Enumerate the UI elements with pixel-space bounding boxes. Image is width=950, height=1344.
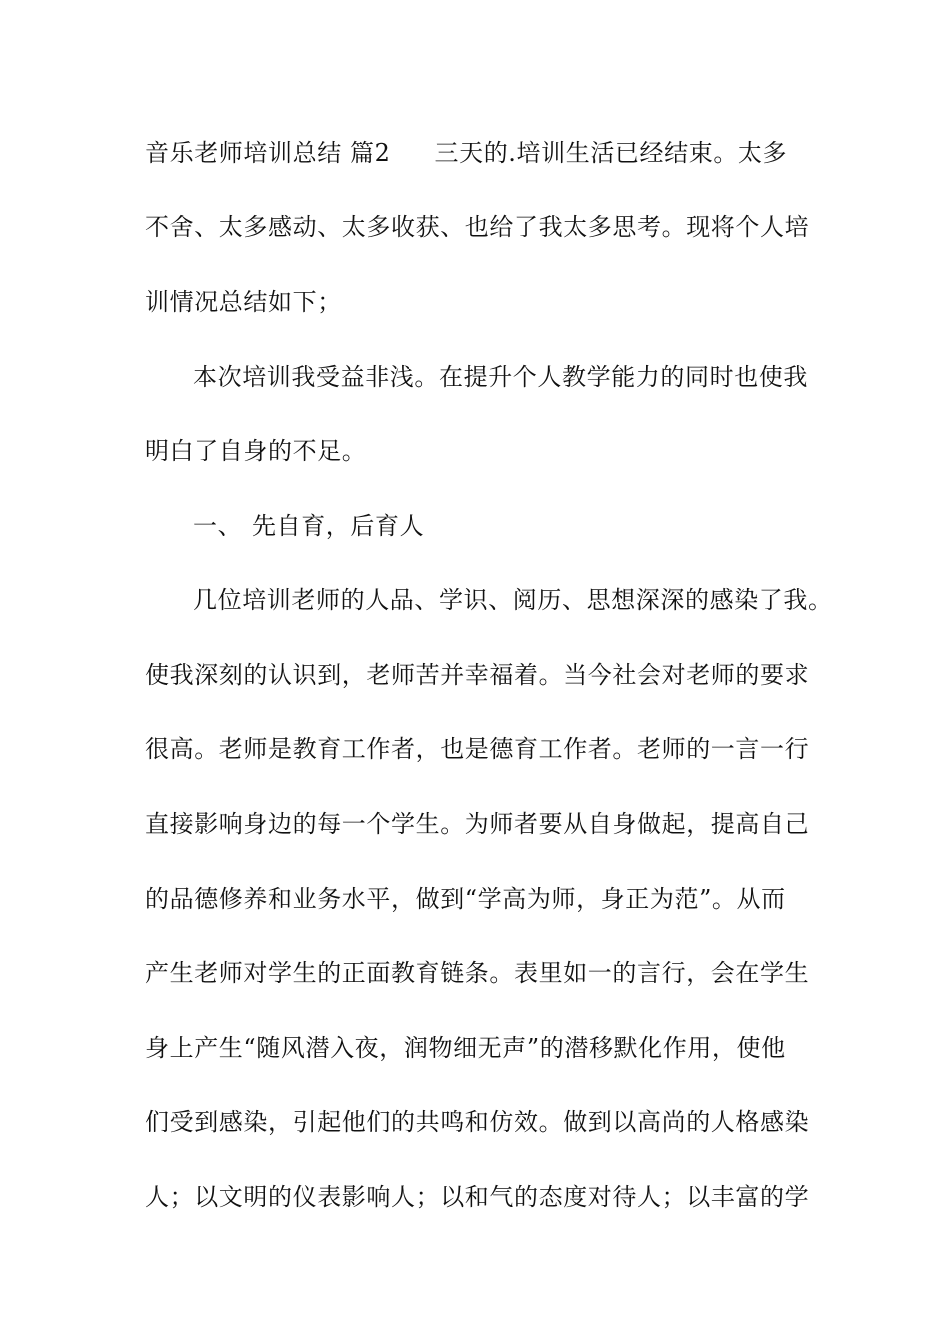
text-line-4: 本次培训我受益非浅。在提升个人教学能力的同时也使我 [193, 363, 808, 391]
section-title: 音乐老师培训总结 篇2 [145, 139, 391, 167]
text-line-3: 训情况总结如下； [145, 288, 342, 316]
text-line-2: 不舍、太多感动、太多收获、也给了我太多思考。现将个人培 [145, 213, 810, 241]
text-line-5: 明白了自身的不足。 [145, 437, 367, 465]
text-line-8: 使我深刻的认识到，老师苦并幸福着。当今社会对老师的要求 [145, 661, 810, 689]
text-line-10: 直接影响身边的每一个学生。为师者要从自身做起，提高自己 [145, 810, 810, 838]
text-line-15: 人；以文明的仪表影响人；以和气的态度对待人；以丰富的学 [145, 1183, 810, 1211]
text-line-13: 身上产生“随风潜入夜，润物细无声”的潜移默化作用，使他 [145, 1034, 786, 1062]
text-line-9: 很高。老师是教育工作者，也是德育工作者。老师的一言一行 [145, 735, 810, 763]
text-line-11: 的品德修养和业务水平，做到“学高为师，身正为范”。从而 [145, 885, 786, 913]
subheading-text: 先自育，后育人 [252, 512, 425, 540]
text-line-14: 们受到感染，引起他们的共鸣和仿效。做到以高尚的人格感染 [145, 1108, 810, 1136]
text-line-1 [145, 138, 787, 168]
text-line-7: 几位培训老师的人品、学识、阅历、思想深深的感染了我。 [193, 586, 833, 614]
subheading-number: 一、 [193, 512, 243, 540]
text-line-12: 产生老师对学生的正面教育链条。表里如一的言行，会在学生 [145, 959, 810, 987]
text-line-1-body: 三天的.培训生活已经结束。太多 [434, 139, 788, 167]
